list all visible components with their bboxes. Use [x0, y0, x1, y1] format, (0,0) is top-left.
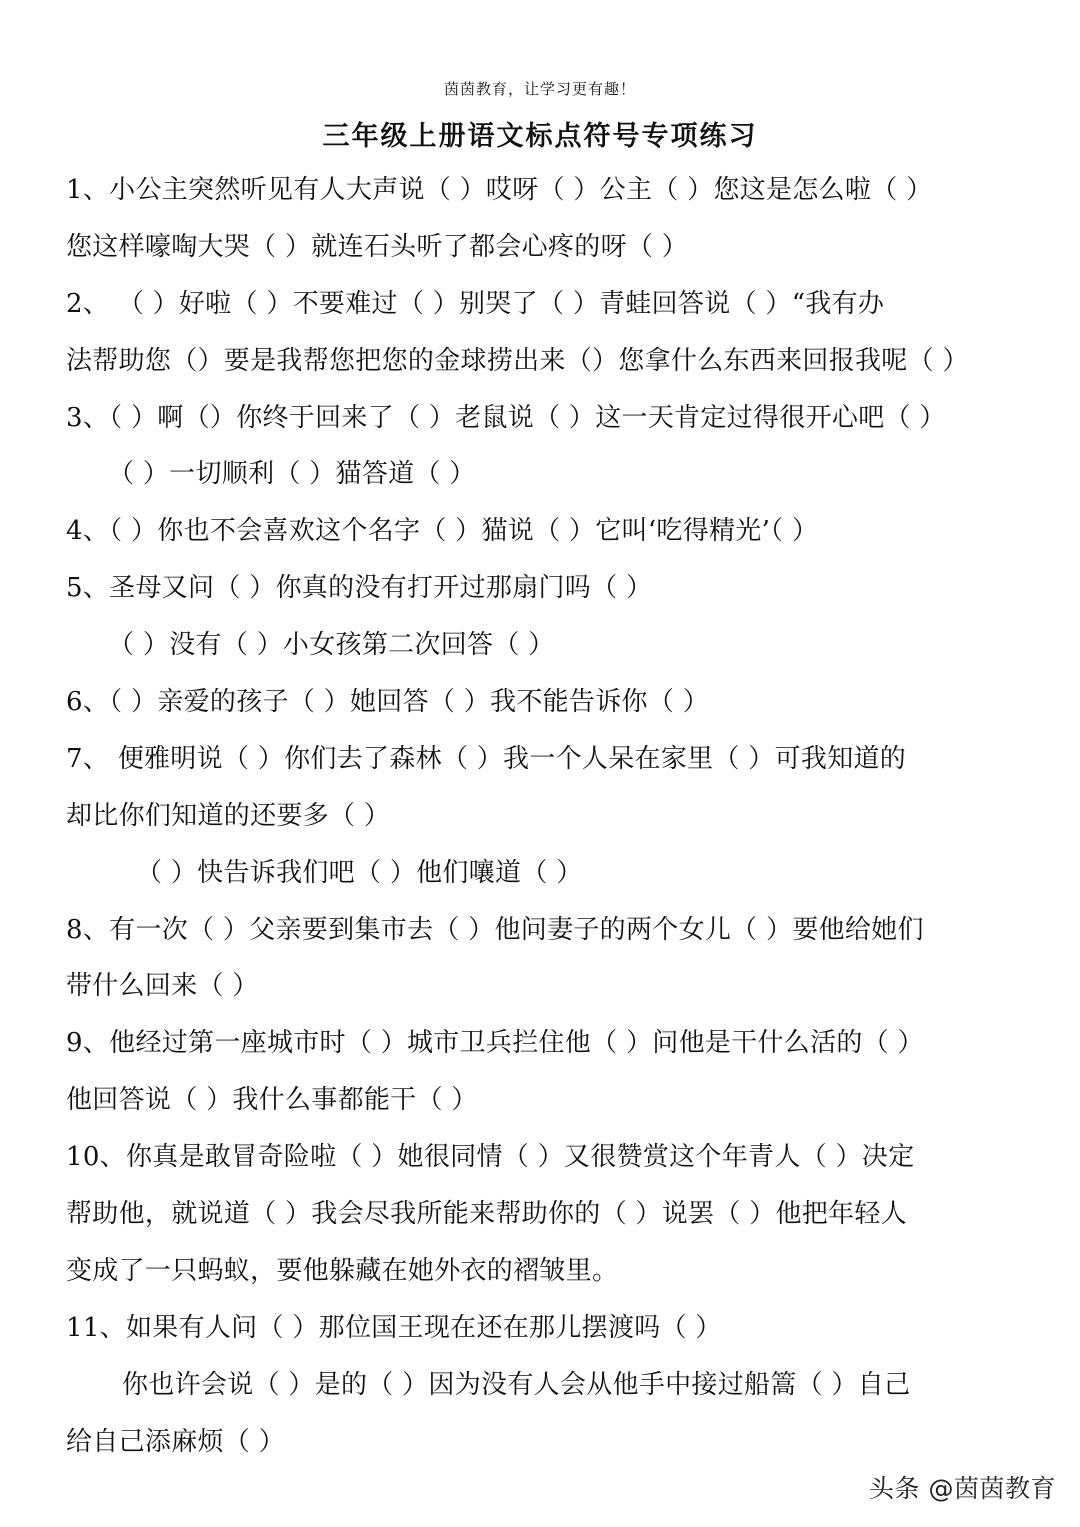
- exercise-4-line-1: 4、（ ）你也不会喜欢这个名字（ ）猫说（ ）它叫‘吃得精光’（ ）: [66, 516, 819, 547]
- header-slogan: 茵茵教育，让学习更有趣！: [443, 80, 636, 98]
- exercise-11-line-1: 11、如果有人问（ ）那位国王现在还在那儿摆渡吗（ ）: [66, 1312, 722, 1343]
- exercise-list: [66, 162, 1018, 1470]
- exercise-10-line-2: 帮助他，就说道（ ）我会尽我所能来帮助你的（ ）说罢（ ）他把年轻人: [66, 1199, 907, 1230]
- worksheet-title: 三年级上册语文标点符号专项练习: [322, 121, 758, 152]
- exercise-3-line-2: （ ）一切顺利（ ）猫答道（ ）: [108, 459, 476, 490]
- exercise-6-line-1: 6、（ ）亲爱的孩子（ ）她回答（ ）我不能告诉你（ ）: [66, 687, 710, 718]
- exercise-10-line-1: 10、你真是敢冒奇险啦（ ）她很同情（ ）又很赞赏这个年青人（ ）决定: [66, 1142, 915, 1173]
- source-watermark: 头条 @茵茵教育: [869, 1474, 1056, 1503]
- exercise-1-line-2: 您这样嚎啕大哭（ ）就连石头听了都会心疼的呀（ ）: [66, 231, 689, 262]
- exercise-9-line-1: 9、他经过第一座城市时（ ）城市卫兵拦住他（ ）问他是干什么活的（ ）: [66, 1028, 924, 1059]
- exercise-11-line-3: 给自己添麻烦（ ）: [66, 1426, 285, 1457]
- exercise-5-line-2: （ ）没有（ ）小女孩第二次回答（ ）: [108, 630, 555, 661]
- exercise-9-line-2: 他回答说（ ）我什么事都能干（ ）: [66, 1085, 478, 1116]
- exercise-3-line-1: 3、（ ）啊（）你终于回来了（ ）老鼠说（ ）这一天肯定过得很开心吧（ ）: [66, 402, 946, 433]
- exercise-8-line-1: 8、有一次（ ）父亲要到集市去（ ）他问妻子的两个女儿（ ）要他给她们: [66, 914, 924, 945]
- exercise-11-line-2: 你也许会说（ ）是的（ ）因为没有人会从他手中接过船篙（ ）自己: [122, 1369, 911, 1400]
- exercise-8-line-2: 带什么回来（ ）: [66, 971, 259, 1002]
- exercise-2-line-1: 2、 （ ）好啦（ ）不要难过（ ）别哭了（ ）青蛙回答说（ ）“我有办: [66, 288, 885, 319]
- exercise-7-line-3: （ ）快告诉我们吧（ ）他们嚷道（ ）: [136, 857, 583, 888]
- exercise-1-line-1: 1、小公主突然听见有人大声说（ ）哎呀（ ）公主（ ）您这是怎么啦（ ）: [66, 175, 933, 205]
- exercise-5-line-1: 5、圣母又问（ ）你真的没有打开过那扇门吗（ ）: [66, 573, 653, 604]
- exercise-10-line-3: 变成了一只蚂蚁，要他躲藏在她外衣的褶皱里。: [66, 1255, 619, 1286]
- exercise-7-line-1: 7、 便雅明说（ ）你们去了森林（ ）我一个人呆在家里（ ）可我知道的: [66, 743, 907, 774]
- exercise-7-line-2: 却比你们知道的还要多（ ）: [66, 800, 391, 831]
- exercise-2-line-2: 法帮助您（）要是我帮您把您的金球捞出来（）您拿什么东西来回报我呢（ ）: [66, 345, 969, 376]
